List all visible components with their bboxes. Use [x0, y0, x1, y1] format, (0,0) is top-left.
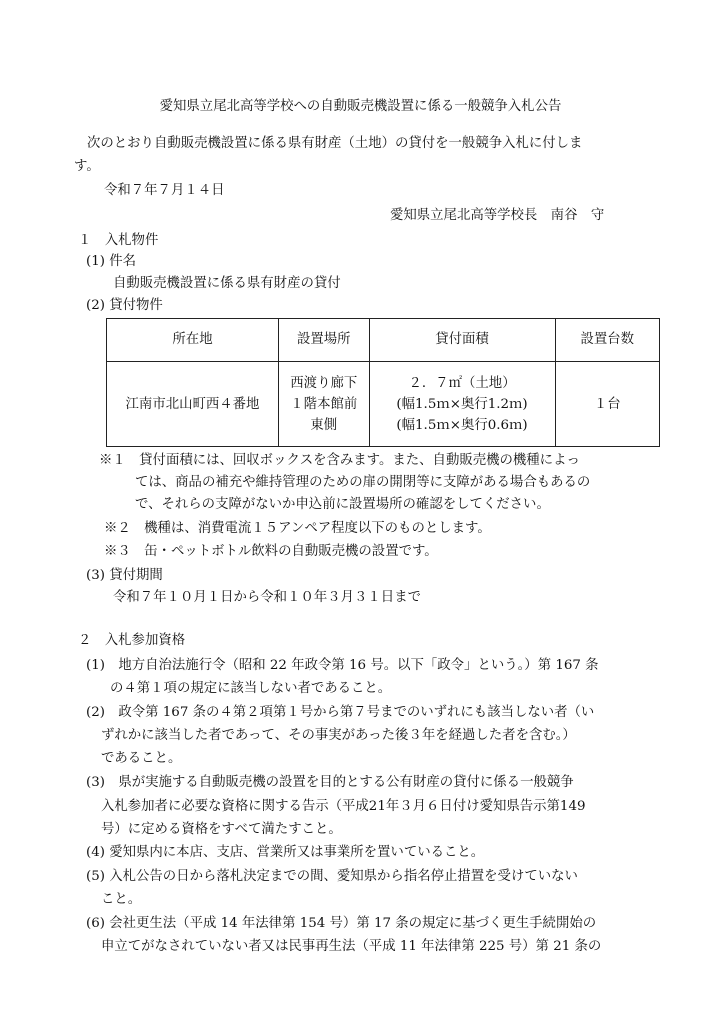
qual-6-line-1: (6) 会社更生法（平成 14 年法律第 154 号）第 17 条の規定に基づく更生手続開始の — [86, 916, 597, 931]
qual-4: (4) 愛知県内に本店、支店、営業所又は事業所を置いていること。 — [86, 845, 485, 860]
item-1-text: 自動販売機設置に係る県有財産の貸付 — [113, 276, 341, 291]
qual-5-line-1: (5) 入札公告の日から落札決定までの間、愛知県から指名停止措置を受けていない — [86, 869, 578, 884]
header-location: 所在地 — [107, 319, 279, 362]
intro-line-1: 次のとおり自動販売機設置に係る県有財産（土地）の貸付を一般競争入札に付しま — [87, 136, 583, 151]
note-1-line-1: ※１ 貸付面積には、回収ボックスを含みます。また、自動販売機の機種によっ — [99, 453, 580, 468]
section-2-heading: ２ 入札参加資格 — [78, 633, 186, 648]
area-line-3: (幅1.5ｍ×奥行0.6ｍ) — [396, 417, 528, 433]
notice-date: 令和７年７月１４日 — [104, 183, 225, 198]
property-table — [106, 318, 660, 447]
qual-2-line-1: (2) 政令第 167 条の４第２項第１号から第７号までのいずれにも該当しない者（い — [86, 705, 595, 720]
qual-3-line-1: (3) 県が実施する自動販売機の設置を目的とする公有財産の貸付に係る一般競争 — [86, 775, 574, 790]
header-place: 設置場所 — [279, 319, 370, 362]
qual-6-line-2: 申立てがなされていない者又は民事再生法（平成 11 年法律第 225 号）第 21 条の — [101, 939, 602, 954]
cell-location: 江南市北山町西４番地 — [107, 362, 279, 447]
qual-1-line-2: の４第１項の規定に該当しない者であること。 — [110, 681, 392, 696]
place-line-1: 西渡り廊下 — [290, 375, 358, 391]
page-title: 愛知県立尾北高等学校への自動販売機設置に係る一般競争入札公告 — [159, 99, 562, 114]
place-line-2: １階本館前 — [290, 396, 358, 412]
qual-2-line-3: であること。 — [101, 751, 182, 766]
item-3-heading: (3) 貸付期間 — [86, 568, 163, 583]
header-count: 設置台数 — [555, 319, 659, 362]
item-3-text: 令和７年１０月１日から令和１０年３月３１日まで — [113, 590, 421, 605]
qual-5-line-2: こと。 — [101, 892, 142, 907]
note-3: ※３ 缶・ペットボトル飲料の自動販売機の設置です。 — [104, 544, 438, 559]
section-1-heading: １ 入札物件 — [78, 233, 159, 248]
area-line-1: ２．７㎡（土地） — [408, 375, 516, 391]
qual-3-line-3: 号）に定める資格をすべて満たすこと。 — [101, 822, 342, 837]
note-2: ※２ 機種は、消費電流１５アンペア程度以下のものとします。 — [104, 521, 491, 536]
cell-place — [279, 362, 370, 447]
issuer-name: 愛知県立尾北高等学校長 南谷 守 — [390, 208, 605, 223]
cell-area — [369, 362, 555, 447]
area-line-2: (幅1.5ｍ×奥行1.2ｍ) — [396, 396, 528, 412]
item-2-heading: (2) 貸付物件 — [86, 298, 163, 313]
place-line-3: 東側 — [310, 417, 338, 433]
note-1-line-3: で、それらの支障がないか申込前に設置場所の確認をしてください。 — [135, 497, 550, 512]
header-area: 貸付面積 — [369, 319, 555, 362]
qual-2-line-2: ずれかに該当した者であって、その事実があった後３年を経過した者を含む。） — [101, 728, 576, 743]
table-row — [107, 362, 660, 447]
qual-1-line-1: (1) 地方自治法施行令（昭和 22 年政令第 16 号。以下「政令」という。）第 167 条 — [86, 658, 599, 673]
note-1-line-2: ては、商品の補充や維持管理のための扉の開閉等に支障がある場合もあるの — [135, 475, 591, 490]
intro-line-2: す。 — [74, 159, 100, 174]
qual-3-line-2: 入札参加者に必要な資格に関する告示（平成21年３月６日付け愛知県告示第149 — [101, 799, 586, 814]
item-1-heading: (1) 件名 — [86, 254, 137, 269]
table-header-row — [107, 319, 660, 362]
cell-count: １台 — [555, 362, 659, 447]
